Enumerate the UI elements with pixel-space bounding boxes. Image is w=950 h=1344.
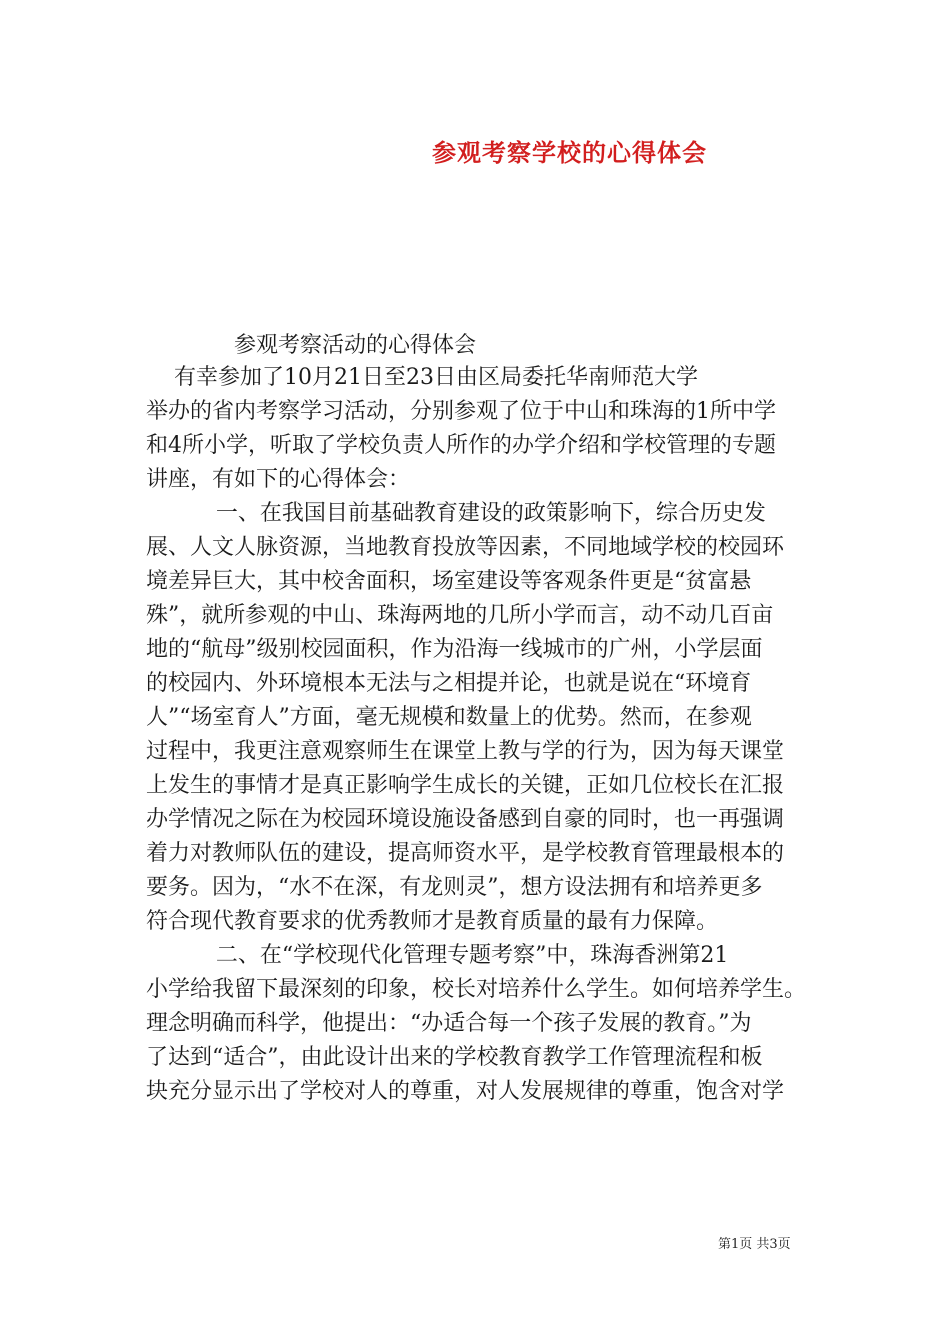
body-line: 和4所小学，听取了学校负责人所作的办学介绍和学校管理的专题 [146,433,776,458]
body-line: 小学给我留下最深刻的印象，校长对培养什么学生。如何培养学生。 [146,977,807,1002]
body-line: 一、在我国目前基础教育建设的政策影响下，综合历史发 [146,501,766,526]
body-line: 着力对教师队伍的建设，提高师资水平，是学校教育管理最根本的 [146,841,785,866]
body-line: 的校园内、外环境根本无法与之相提并论，也就是说在“环境育 [146,671,752,696]
body-line: 过程中，我更注意观察师生在课堂上教与学的行为，因为每天课堂 [146,739,785,764]
body-line: 举办的省内考察学习活动，分别参观了位于中山和珠海的1所中学 [146,399,776,424]
body-line: 殊”，就所参观的中山、珠海两地的几所小学而言，动不动几百亩 [146,603,774,628]
body-line: 地的“航母”级别校园面积，作为沿海一线城市的广州，小学层面 [146,637,763,662]
body-line: 办学情况之际在为校园环境设施设备感到自豪的同时，也一再强调 [146,807,785,832]
body-line: 要务。因为，“水不在深，有龙则灵”，想方设法拥有和培养更多 [146,875,763,900]
body-line: 境差异巨大，其中校舍面积，场室建设等客观条件更是“贫富悬 [146,569,752,594]
body-line: 人”“场室育人”方面，毫无规模和数量上的优势。然而，在参观 [146,705,752,730]
body-line: 符合现代教育要求的优秀教师才是教育质量的最有力保障。 [146,909,719,934]
document-subtitle: 参观考察活动的心得体会 [234,333,477,358]
body-line: 了达到“适合”，由此设计出来的学校教育教学工作管理流程和板 [146,1045,763,1070]
body-line: 上发生的事情才是真正影响学生成长的关键，正如几位校长在汇报 [146,773,785,798]
body-line: 二、在“学校现代化管理专题考察”中，珠海香洲第21 [146,943,729,968]
body-line: 块充分显示出了学校对人的尊重，对人发展规律的尊重，饱含对学 [146,1079,785,1104]
body-line: 有幸参加了10月21日至23日由区局委托华南师范大学 [146,365,698,390]
document-body [146,361,826,1109]
body-line: 展、人文人脉资源，当地教育投放等因素，不同地域学校的校园环 [146,535,785,560]
document-title: 参观考察学校的心得体会 [432,138,707,167]
body-line: 理念明确而科学，他提出：“办适合每一个孩子发展的教育。”为 [146,1011,752,1036]
page-number-footer: 第1页 共3页 [718,1237,791,1252]
body-line: 讲座，有如下的心得体会： [146,467,411,492]
